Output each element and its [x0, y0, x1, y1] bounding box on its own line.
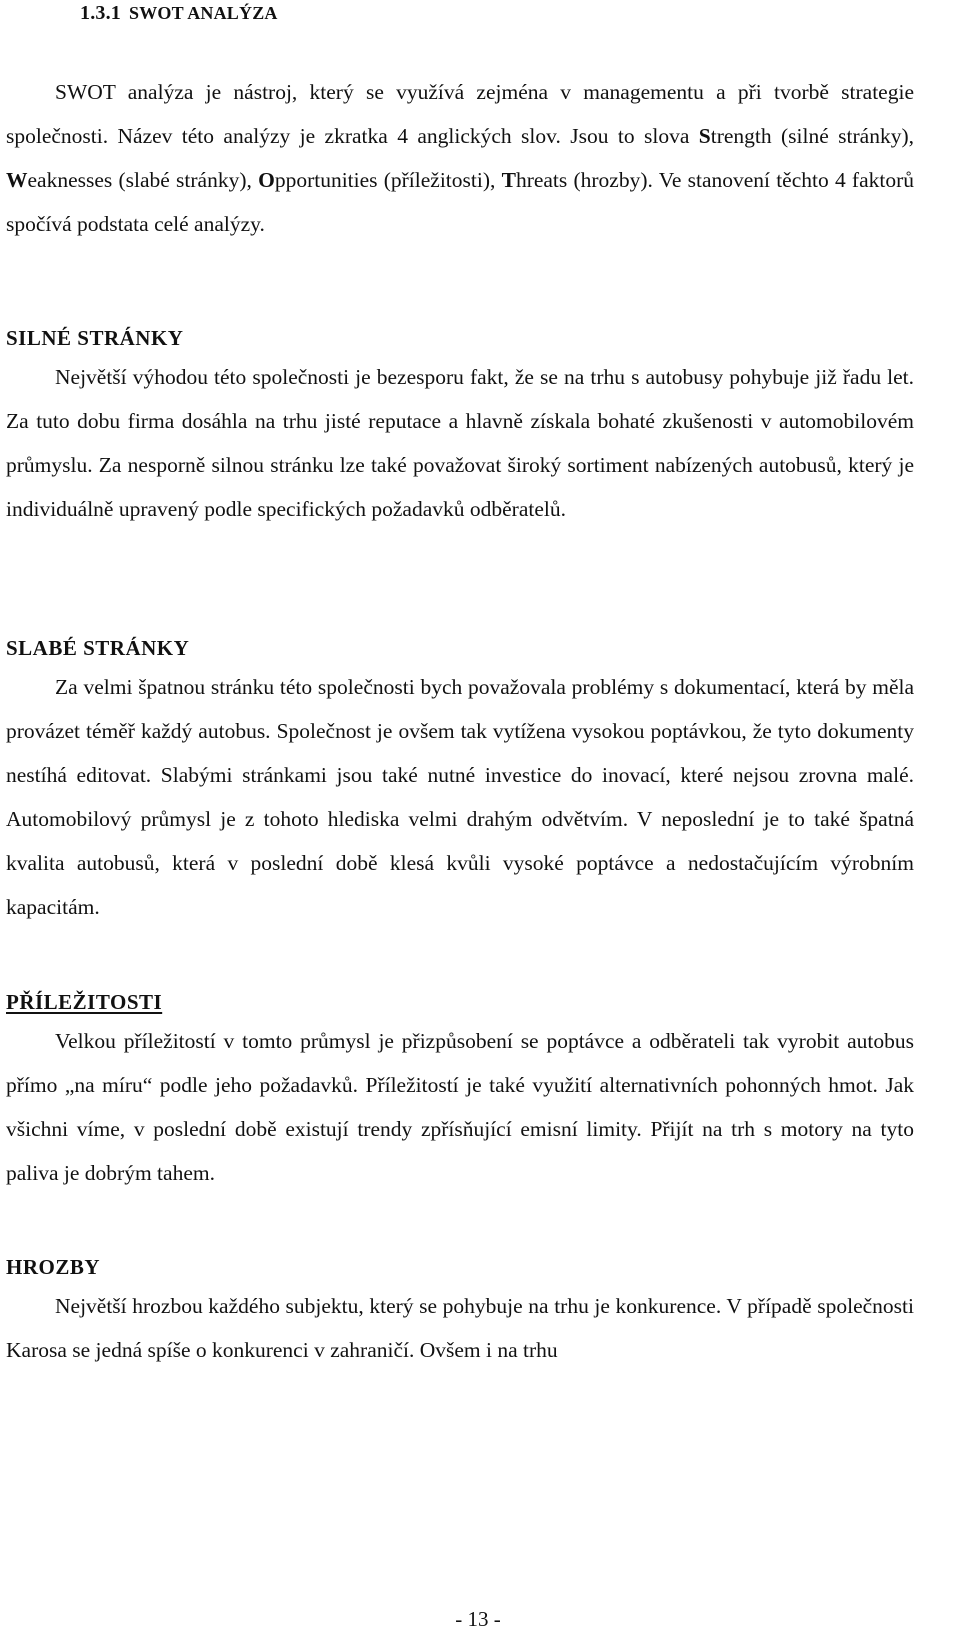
- section-threats: [6, 1284, 914, 1372]
- threat-letter: T: [501, 168, 516, 192]
- weaknesses-paragraph: Za velmi špatnou stránku této společnosti bych považovala problémy s dokumentací, která by měla provázet téměř každý autobus. Společnost je ovšem tak vytížena vysokou poptávkou, že tyto dokumenty nestíhá editovat. Slabými stránkami jsou také nutné investice do inovací, které nejsou zrovna malé. Automobilový průmysl je z tohoto hlediska velmi drahým odvětvím. V neposlední je to také špatná kvalita autobusů, která v poslední době klesá kvůli vysoké poptávce a nedostačujícím výrobním kapacitám.: [6, 675, 914, 919]
- section-strengths: [6, 355, 914, 531]
- intro-paragraph: [6, 70, 914, 246]
- strength-text: trength (silné stránky),: [710, 124, 914, 148]
- weakness-text: eaknesses (slabé stránky),: [27, 168, 259, 192]
- strengths-paragraph: Největší výhodou této společnosti je bezesporu fakt, že se na trhu s autobusy pohybuje již řadu let. Za tuto dobu firma dosáhla na trhu jisté reputace a hlavně získala bohaté zkušenosti v automobilovém průmyslu. Za nesporně silnou stránku lze také považovat široký sortiment nabízených autobusů, který je individuálně upravený podle specifických požadavků odběratelů.: [6, 365, 914, 521]
- section-heading-strengths: SILNÉ STRÁNKY: [6, 326, 184, 350]
- opportunity-text: pportunities (příležitosti),: [274, 168, 502, 192]
- section-weaknesses: [6, 665, 914, 929]
- weakness-letter: W: [6, 168, 28, 192]
- section-heading-opportunities: PŘÍLEŽITOSTI: [6, 990, 163, 1014]
- page-number: [0, 1604, 960, 1634]
- opportunities-paragraph: Velkou příležitostí v tomto průmysl je přizpůsobení se poptávce a odběrateli tak vyrobit autobus přímo „na míru“ podle jeho požadavků. Příležitostí je také využití alternativních pohonných hmot. Jak všichni víme, v poslední době existují trendy zpřísňující emisní limity. Přijít na trh s motory na tyto paliva je dobrým tahem.: [6, 1029, 914, 1185]
- opportunity-letter: O: [258, 168, 275, 192]
- section-opportunities: [6, 1019, 914, 1195]
- chapter-number: 1.3.1: [80, 2, 121, 24]
- section-heading-weaknesses: SLABÉ STRÁNKY: [6, 636, 190, 660]
- chapter-title: SWOT ANALÝZA: [129, 3, 278, 23]
- intro-text-1: SWOT analýza je nástroj, který se využívá zejména v managementu a při tvorbě strategie společnosti. Název této analýzy je zkratka 4 anglických slov. Jsou to slova: [6, 80, 914, 148]
- threats-paragraph: Největší hrozbou každého subjektu, který se pohybuje na trhu je konkurence. V případě společnosti Karosa se jedná spíše o konkurenci v zahraničí. Ovšem i na trhu: [6, 1294, 914, 1362]
- strength-letter: S: [698, 124, 711, 148]
- chapter-heading: [80, 2, 278, 25]
- section-heading-threats: HROZBY: [6, 1255, 101, 1279]
- threat-text: hreats (hrozby). Ve stanovení těchto 4 faktorů spočívá podstata celé analýzy.: [6, 168, 914, 236]
- intro-section: [6, 70, 914, 246]
- page-number-text: - 13 -: [455, 1607, 501, 1631]
